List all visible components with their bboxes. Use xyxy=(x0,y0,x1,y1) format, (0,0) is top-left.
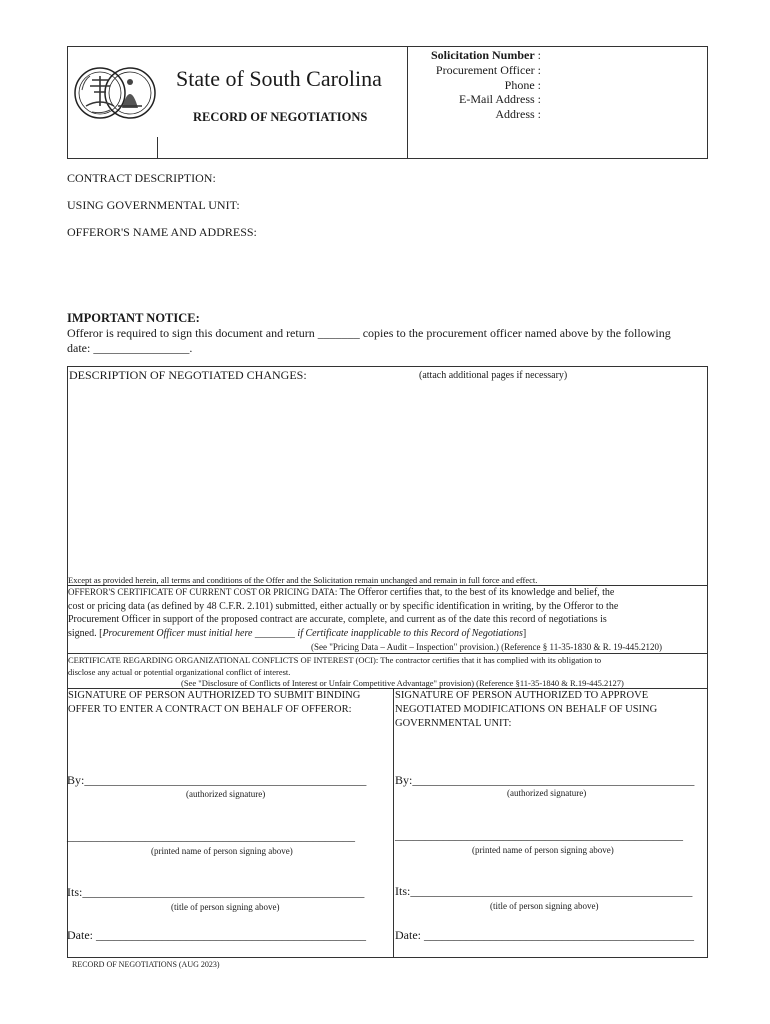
except-note: Except as provided herein, all terms and conditions of the Offer and the Solicitation remain unchanged and remain in full force and effect. xyxy=(68,575,538,585)
left-by-field[interactable]: By:_______________________________________________ xyxy=(67,773,367,787)
notice-line2: date: ________________. xyxy=(67,341,193,355)
procurement-officer-field: Procurement Officer : xyxy=(435,63,541,77)
signature-column-divider xyxy=(393,688,394,958)
certificate-divider xyxy=(67,585,708,586)
using-unit-label: USING GOVERNMENTAL UNIT: xyxy=(67,198,240,212)
header-box xyxy=(67,46,708,159)
left-printed-name-note: (printed name of person signing above) xyxy=(151,846,293,856)
certificate-line4: signed. [Procurement Officer must initial here ________ if Certificate inapplicable to this Record of Negotiations] xyxy=(68,628,527,639)
certificate-line2: cost or pricing data (as defined by 48 C.F.R. 2.101) submitted, either actually or by specific identification in writing, by the Offeror to the xyxy=(68,601,619,612)
signature-divider xyxy=(67,688,708,689)
notice-line1: Offeror is required to sign this document and return _______ copies to the procurement officer named above by the following xyxy=(67,326,671,340)
certificate-reference: (See "Pricing Data – Audit – Inspection" provision.) (Reference § 11-35-1830 & R. 19-445.2120) xyxy=(311,642,662,652)
oci-heading: CERTIFICATE REGARDING ORGANIZATIONAL CONFLICTS OF INTEREST (OCI): xyxy=(68,655,379,665)
left-its-field[interactable]: Its:_______________________________________________ xyxy=(67,885,365,899)
oci-divider xyxy=(67,653,708,654)
offeror-name-label: OFFEROR'S NAME AND ADDRESS: xyxy=(67,225,257,239)
attach-note: (attach additional pages if necessary) xyxy=(419,370,568,381)
email-field: E-Mail Address : xyxy=(459,92,541,106)
solicitation-label: Solicitation Number xyxy=(430,48,535,62)
left-printed-name-field[interactable]: ________________________________________________ xyxy=(67,829,355,843)
left-sig-heading-1: SIGNATURE OF PERSON AUTHORIZED TO SUBMIT BINDING xyxy=(68,690,361,701)
contract-description-label: CONTRACT DESCRIPTION: xyxy=(67,171,216,185)
address-field: Address : xyxy=(495,106,541,121)
right-title-note: (title of person signing above) xyxy=(490,901,599,911)
form-footer: RECORD OF NEGOTIATIONS (AUG 2023) xyxy=(72,960,220,969)
left-title-note: (title of person signing above) xyxy=(171,902,280,912)
left-date-field[interactable]: Date: _____________________________________________ xyxy=(67,928,366,942)
oci-reference: (See "Disclosure of Conflicts of Interest or Unfair Competitive Advantage" provision) (Reference §11-35-1840 & R.19-445.2127) xyxy=(181,678,624,688)
right-by-field[interactable]: By:_______________________________________________ xyxy=(395,773,695,787)
right-its-field[interactable]: Its:_______________________________________________ xyxy=(395,884,693,898)
oci-line1: CERTIFICATE REGARDING ORGANIZATIONAL CONFLICTS OF INTEREST (OCI): The contractor certifies that it has complied with its obligation to xyxy=(68,655,602,665)
solicitation-field: Solicitation Number : xyxy=(430,48,541,62)
certificate-heading: OFFEROR'S CERTIFICATE OF CURRENT COST OR PRICING DATA: xyxy=(68,587,338,597)
right-sig-heading-2: NEGOTIATED MODIFICATIONS ON BEHALF OF USING xyxy=(395,704,658,715)
state-title: State of South Carolina xyxy=(176,66,382,91)
record-title: RECORD OF NEGOTIATIONS xyxy=(193,110,368,124)
right-sig-heading-3: GOVERNMENTAL UNIT: xyxy=(395,718,512,729)
notice-title: IMPORTANT NOTICE: xyxy=(67,311,200,325)
changes-title: DESCRIPTION OF NEGOTIATED CHANGES: xyxy=(69,368,307,382)
header-seal-divider xyxy=(157,137,158,159)
right-date-field[interactable]: Date: _____________________________________________ xyxy=(395,928,694,942)
left-sig-heading-2: OFFER TO ENTER A CONTRACT ON BEHALF OF OFFEROR: xyxy=(68,704,352,715)
right-printed-name-field[interactable]: ________________________________________________ xyxy=(395,828,683,842)
left-auth-sig-note: (authorized signature) xyxy=(186,789,266,799)
phone-field: Phone : xyxy=(504,77,541,92)
right-sig-heading-1: SIGNATURE OF PERSON AUTHORIZED TO APPROVE xyxy=(395,690,649,701)
certificate-line1: OFFEROR'S CERTIFICATE OF CURRENT COST OR PRICING DATA: The Offeror certifies that, to the best of its knowledge and belief, the xyxy=(68,587,615,598)
oci-line2: disclose any actual or potential organizational conflict of interest. xyxy=(68,667,291,677)
header-divider xyxy=(407,46,408,159)
certificate-line3: Procurement Officer in support of the proposed contract are accurate, complete, and current as of the date this record of negotiations is xyxy=(68,614,607,625)
state-seal-icon xyxy=(72,50,158,136)
right-auth-sig-note: (authorized signature) xyxy=(507,788,587,798)
right-printed-name-note: (printed name of person signing above) xyxy=(472,845,614,855)
initial-here-text: Procurement Officer must initial here ________ if Certificate inapplicable to this Record of Negotiations xyxy=(102,628,523,639)
